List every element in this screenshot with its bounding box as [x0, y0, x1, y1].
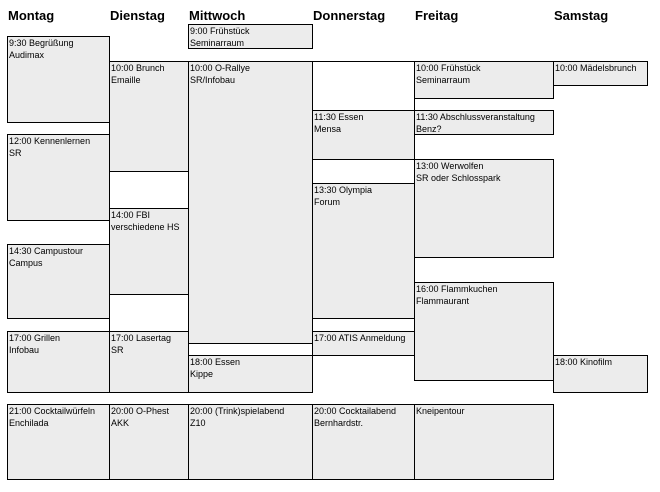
event-block — [109, 294, 189, 332]
event-title: 14:00 FBI — [111, 210, 151, 220]
event-block — [7, 134, 110, 221]
event-title: 14:30 Campustour — [9, 246, 84, 256]
event-block — [553, 61, 648, 86]
day-header-montag: Montag — [8, 8, 55, 23]
event-block — [414, 61, 554, 99]
event-location: Campus — [9, 258, 43, 268]
event-location: Seminarraum — [416, 75, 471, 85]
event-block — [414, 404, 554, 480]
day-header-mittwoch: Mittwoch — [189, 8, 246, 23]
event-block — [7, 36, 110, 123]
event-title: 13:00 Werwolfen — [416, 161, 484, 171]
event-block — [109, 61, 189, 172]
event-block — [188, 24, 313, 49]
day-header-donnerstag: Donnerstag — [313, 8, 386, 23]
event-location: Emaille — [111, 75, 141, 85]
event-title: 18:00 Essen — [190, 357, 241, 367]
event-location: Benz? — [416, 124, 442, 134]
event-block — [7, 244, 110, 319]
event-title: 9:00 Frühstück — [190, 26, 250, 36]
day-header-samstag: Samstag — [554, 8, 609, 23]
event-location: Mensa — [314, 124, 342, 134]
event-location: SR/Infobau — [190, 75, 236, 85]
event-location: SR oder Schlosspark — [416, 173, 501, 183]
event-title: 12:00 Kennenlernen — [9, 136, 91, 146]
event-title: 17:00 Grillen — [9, 333, 61, 343]
day-header-freitag: Freitag — [415, 8, 459, 23]
event-block — [188, 61, 313, 344]
event-title: 10:00 Brunch — [111, 63, 165, 73]
event-title: 20:00 Cocktailabend — [314, 406, 397, 416]
event-title: 17:00 Lasertag — [111, 333, 172, 343]
event-block — [7, 404, 110, 480]
event-block — [312, 331, 415, 356]
event-location: Flammaurant — [416, 296, 470, 306]
event-block — [414, 282, 554, 381]
event-block — [188, 355, 313, 393]
event-block — [312, 110, 415, 160]
event-title: 20:00 O-Phest — [111, 406, 170, 416]
event-title: 18:00 Kinofilm — [555, 357, 613, 367]
event-block — [7, 331, 110, 393]
event-block — [414, 110, 554, 135]
event-block — [109, 404, 189, 480]
event-location: Z10 — [190, 418, 206, 428]
event-location: Infobau — [9, 345, 40, 355]
event-title: 9:30 Begrüßung — [9, 38, 74, 48]
event-location: Enchilada — [9, 418, 49, 428]
event-location: Kippe — [190, 369, 214, 379]
event-block — [553, 355, 648, 393]
event-block — [109, 171, 189, 209]
event-block — [109, 208, 189, 295]
event-block — [312, 61, 415, 111]
event-location: verschiedene HS — [111, 222, 180, 232]
event-location: SR — [111, 345, 124, 355]
event-title: 10:00 Mädelsbrunch — [555, 63, 637, 73]
event-title: 11:30 Abschlussveranstaltung — [416, 112, 535, 122]
event-location: Bernhardstr. — [314, 418, 364, 428]
event-title: 11:30 Essen — [314, 112, 364, 122]
event-location: AKK — [111, 418, 130, 428]
event-block — [312, 183, 415, 319]
event-title: 10:00 Frühstück — [416, 63, 481, 73]
event-title: 17:00 ATIS Anmeldung — [314, 333, 406, 343]
event-location: Audimax — [9, 50, 45, 60]
event-location: Seminarraum — [190, 38, 245, 48]
event-block — [414, 159, 554, 258]
event-location: Forum — [314, 197, 341, 207]
event-title: Kneipentour — [416, 406, 465, 416]
event-title: 13:30 Olympia — [314, 185, 373, 195]
event-block — [188, 404, 313, 480]
day-header-dienstag: Dienstag — [110, 8, 165, 23]
event-block — [109, 331, 189, 393]
event-title: 10:00 O-Rallye — [190, 63, 251, 73]
event-title: 21:00 Cocktailwürfeln — [9, 406, 96, 416]
event-location: SR — [9, 148, 22, 158]
event-title: 20:00 (Trink)spielabend — [190, 406, 285, 416]
event-block — [312, 404, 415, 480]
event-title: 16:00 Flammkuchen — [416, 284, 498, 294]
